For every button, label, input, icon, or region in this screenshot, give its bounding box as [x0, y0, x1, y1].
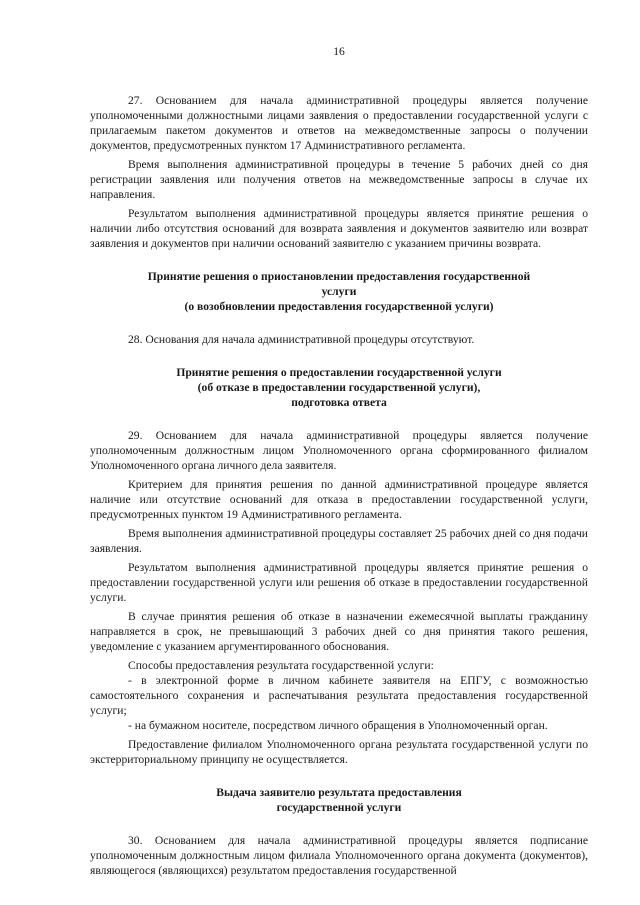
heading-line: подготовка ответа: [291, 396, 387, 409]
paragraph-27: 27. Основанием для начала административной процедуры является получение уполномоченными должностными лицами заявления о предоставлении государственной услуги с прилагаемым пакетом документов и ответов на межведомственные запросы о получении документов, предусмотренных пунктом 17 Административного регламента.: [90, 94, 588, 152]
heading-line: (об отказе в предоставлении государственной услуги),: [197, 381, 481, 394]
heading-decision: [90, 365, 588, 410]
heading-line: Принятие решения о приостановлении предоставления государственной: [147, 270, 531, 283]
paragraph-29-methods: Способы предоставления результата государственной услуги:: [128, 659, 434, 672]
heading-line: Принятие решения о предоставлении государственной услуги: [176, 366, 502, 379]
paragraph-29-extraterritorial: Предоставление филиалом Уполномоченного органа результата государственной услуги по экстерриториальному принципу не осуществляется.: [90, 738, 588, 766]
heading-line: государственной услуги: [276, 801, 402, 814]
paragraph-30: 30. Основанием для начала административной процедуры является подписание уполномоченным должностным лицом филиала Уполномоченного органа документа (документов), являющегося (являющихся) результатом предоставления государственной: [90, 834, 588, 877]
heading-suspension: [90, 269, 588, 314]
paragraph-29: 29. Основанием для начала административной процедуры является получение уполномоченным должностным лицом Уполномоченного органа сформированного филиалом Уполномоченного органа личного дела заявителя.: [90, 429, 588, 472]
paragraph-27-time: Время выполнения административной процедуры в течение 5 рабочих дней со дня регистрации заявления или получения ответов на межведомственные запросы в случае их направления.: [90, 158, 588, 201]
paragraph-29-time: Время выполнения административной процедуры составляет 25 рабочих дней со дня подачи заявления.: [90, 527, 588, 555]
paragraph-27-result: Результатом выполнения административной процедуры является принятие решения о наличии либо отсутствия оснований для возврата заявления и документов заявителю или возврат заявления и документов при наличии оснований заявителю с указанием причины возврата.: [90, 207, 588, 250]
heading-line: (о возобновлении предоставления государственной услуги): [184, 300, 494, 313]
paragraph-29-criterion: Критерием для принятия решения по данной административной процедуре является наличие или отсутствие оснований для отказа в предоставлении государственной услуги, предусмотренных пунктом 19 Административного регламента.: [90, 478, 588, 521]
paragraph-29-refusal: В случае принятия решения об отказе в назначении ежемесячной выплаты гражданину направляется в срок, не превышающий 3 рабочих дней со дня принятия такого решения, уведомление с указанием аргументированного обоснования.: [90, 610, 588, 653]
heading-line: Выдача заявителю результата предоставления: [216, 786, 462, 799]
paragraph-29-result: Результатом выполнения административной процедуры является принятие решения о предоставлении государственной услуги или решения об отказе в предоставлении государственной услуги.: [90, 561, 588, 604]
heading-issue-result: [90, 785, 588, 815]
heading-line: услуги: [321, 285, 357, 298]
paragraph-29-method-paper: - на бумажном носителе, посредством личного обращения в Уполномоченный орган.: [128, 719, 548, 732]
paragraph-29-method-electronic: - в электронной форме в личном кабинете заявителя на ЕПГУ, с возможностью самостоятельного сохранения и распечатывания результата предоставления государственной услуги;: [90, 674, 588, 717]
page-number: 16: [333, 45, 345, 58]
paragraph-28: 28. Основания для начала административной процедуры отсутствуют.: [128, 333, 475, 346]
